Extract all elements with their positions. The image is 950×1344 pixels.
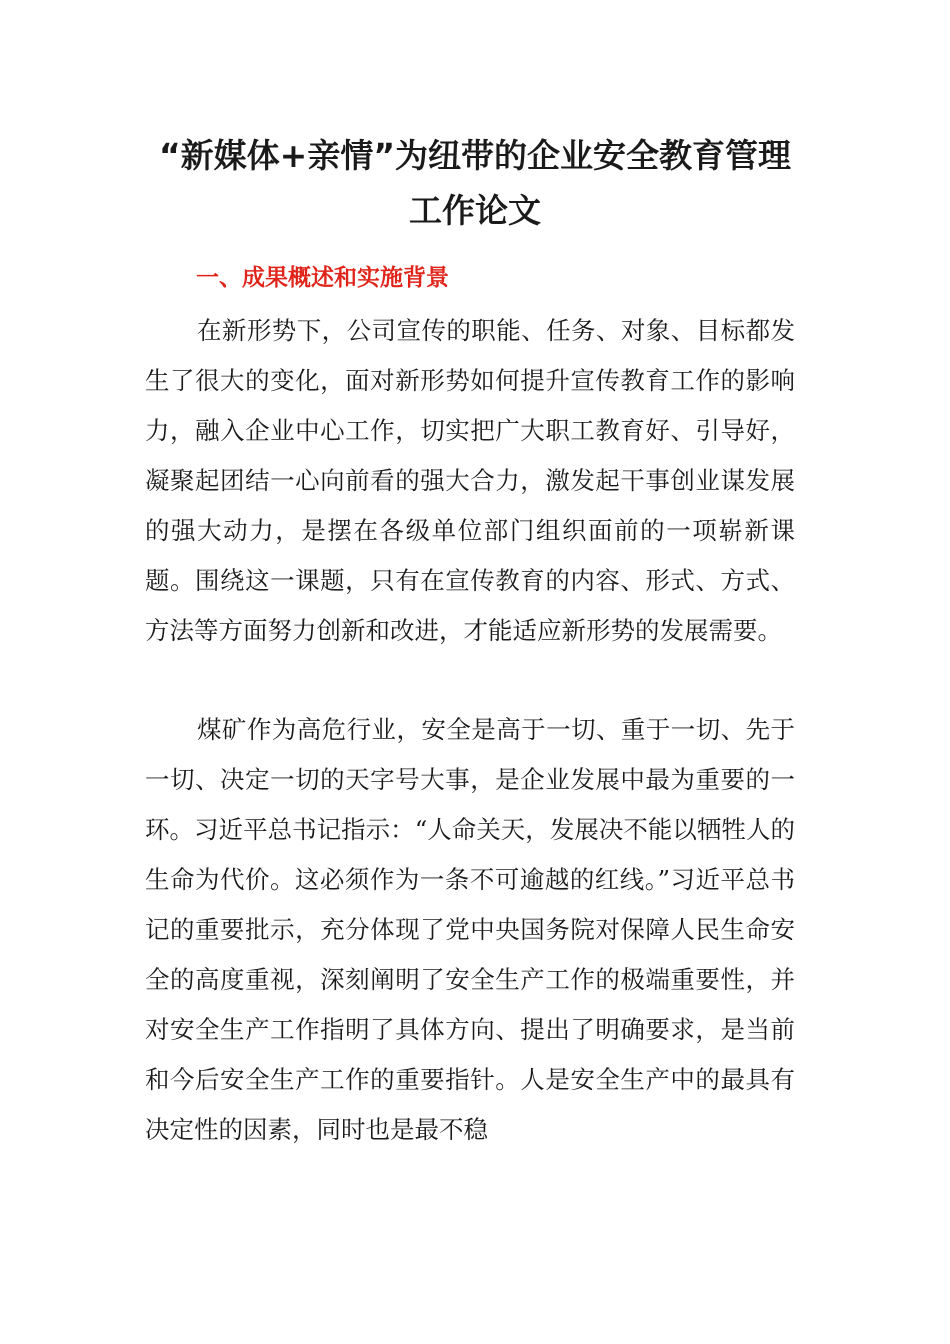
- body-paragraph: 煤矿作为高危行业，安全是高于一切、重于一切、先于一切、决定一切的天字号大事，是企业发展中最为重要的一环。习近平总书记指示：“人命关天，发展决不能以牺牲人的生命为代价。这必须作为一条不可逾越的红线。”习近平总书记的重要批示，充分体现了党中央国务院对保障人民生命安全的高度重视，深刻阐明了安全生产工作的极端重要性，并对安全生产工作指明了具体方向、提出了明确要求，是当前和今后安全生产工作的重要指针。人是安全生产中的最具有决定性的因素，同时也是最不稳: [145, 715, 795, 1144]
- section-heading: 一、成果概述和实施背景: [196, 265, 449, 291]
- document-title: “新媒体+亲情”为纽带的企业安全教育管理工作论文: [158, 136, 792, 230]
- body-paragraph: 在新形势下，公司宣传的职能、任务、对象、目标都发生了很大的变化，面对新形势如何提升宣传教育工作的影响力，融入企业中心工作，切实把广大职工教育好、引导好，凝聚起团结一心向前看的强大合力，激发起干事创业谋发展的强大动力，是摆在各级单位部门组织面前的一项崭新课题。围绕这一课题，只有在宣传教育的内容、形式、方式、方法等方面努力创新和改进，才能适应新形势的发展需要。: [145, 316, 795, 645]
